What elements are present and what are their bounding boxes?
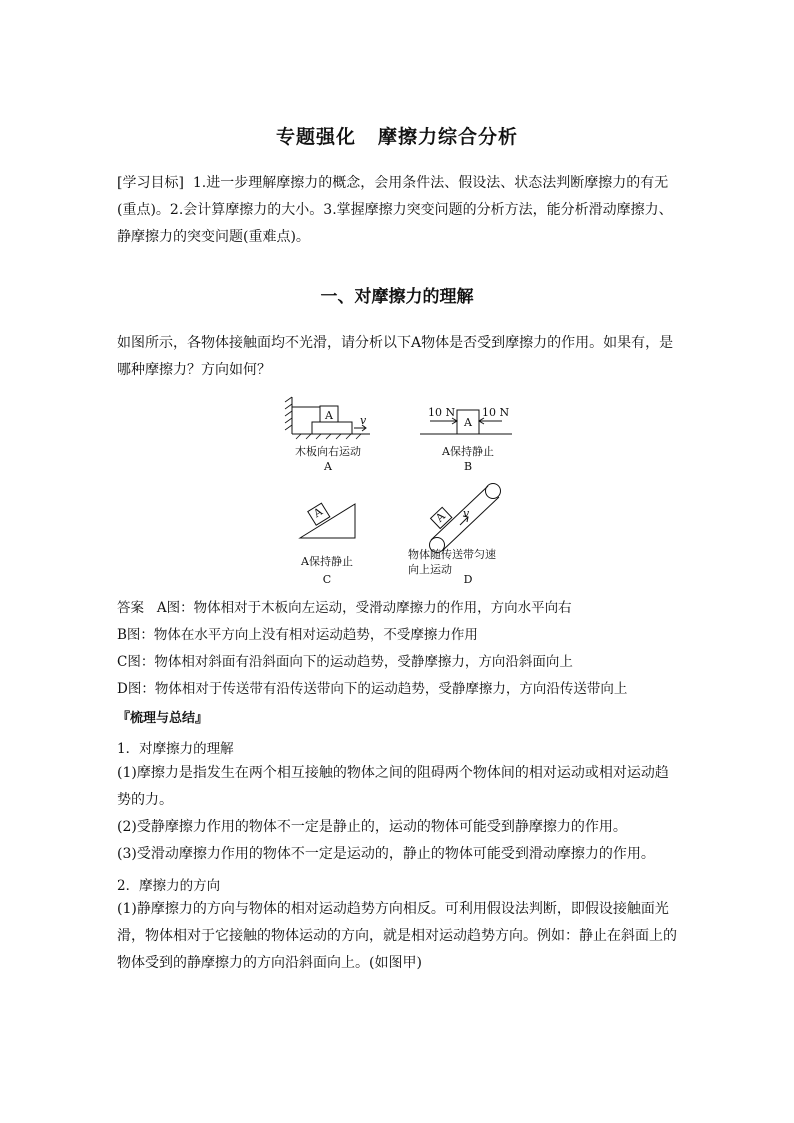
fig-c-letter: C	[322, 573, 332, 586]
fig-b-force-right-label: 10 N	[482, 406, 510, 419]
answer-d: D图：物体相对于传送带有沿传送带向下的运动趋势，受静摩擦力，方向沿传送带向上	[117, 681, 628, 697]
summary-heading: 『梳理与总结』	[117, 711, 209, 726]
summary-p3: (3)受滑动摩擦力作用的物体不一定是运动的，静止的物体可能受到滑动摩擦力的作用。	[117, 846, 655, 862]
fig-c-block-label: A	[311, 504, 325, 521]
fig-d-caption-line-2: 向上运动	[408, 563, 452, 576]
fig-d-top-roller	[486, 484, 501, 499]
fig-c-caption: A保持静止	[301, 555, 353, 568]
fig-a-velocity-label: v	[360, 414, 367, 427]
page-title	[0, 122, 794, 149]
goals-text: 1.进一步理解摩擦力的概念，会用条件法、假设法、状态法判断摩擦力的有无(重点)。2.会计算摩擦力的大小。3.掌握摩擦力突变问题的分析方法，能分析滑动摩擦力、静摩擦力的突变问题(重难点)。	[117, 175, 673, 245]
fig-a-ground-hatch	[296, 434, 361, 439]
summary-p4: (1)静摩擦力的方向与物体的相对运动趋势方向相反。可利用假设法判断，即假设接触面光滑，物体相对于它接触的物体运动的方向，就是相对运动趋势方向。例如：静止在斜面上的物体受到的静摩擦力的方向沿斜面向上。(如图甲)	[117, 901, 677, 971]
answer-b: B图：物体在水平方向上没有相对运动趋势，不受摩擦力作用	[117, 627, 478, 643]
summary-item-2: 2．摩擦力的方向	[117, 878, 221, 894]
fig-d-belt-bottom	[442, 497, 499, 551]
goals-label: [学习目标]	[117, 175, 184, 191]
fig-a-caption: 木板向右运动	[295, 445, 361, 458]
fig-b-block-label: A	[464, 416, 472, 429]
fig-c-incline	[300, 504, 355, 538]
fig-a-wall-hatch	[285, 397, 292, 430]
answer-a-text: A图：物体相对于木板向左运动，受滑动摩擦力的作用，方向水平向右	[156, 600, 572, 616]
question-text: 如图所示，各物体接触面均不光滑，请分析以下A物体是否受到摩擦力的作用。如果有，是哪种摩擦力？方向如何？	[117, 335, 674, 378]
answer-label: 答案	[117, 600, 144, 616]
summary-item-1: 1．对摩擦力的理解	[117, 741, 234, 757]
section-heading: 一、对摩擦力的理解	[320, 287, 474, 307]
friction-figure	[280, 392, 520, 588]
fig-b-letter: B	[463, 460, 473, 473]
fig-d-caption-line-1: 物体随传送带匀速	[408, 548, 496, 561]
learning-goals	[117, 170, 679, 251]
fig-d-velocity-label: v	[463, 507, 470, 520]
fig-d-letter: D	[463, 573, 473, 586]
fig-a-letter: A	[324, 460, 332, 473]
summary-p2: (2)受静摩擦力作用的物体不一定是静止的，运动的物体可能受到静摩擦力的作用。	[117, 819, 627, 835]
title-part-1: 专题强化	[275, 126, 356, 148]
answer-c: C图：物体相对斜面有沿斜面向下的运动趋势，受静摩擦力，方向沿斜面向上	[117, 654, 573, 670]
title-part-2: 摩擦力综合分析	[378, 126, 519, 148]
answer-a	[117, 596, 572, 616]
summary-p1: (1)摩擦力是指发生在两个相互接触的物体之间的阻碍两个物体间的相对运动或相对运动趋势的力。	[117, 765, 669, 808]
fig-b-caption: A保持静止	[442, 445, 494, 458]
fig-d-block-label: A	[433, 509, 448, 525]
fig-a-block-label: A	[325, 409, 333, 422]
fig-a-board	[312, 422, 352, 434]
fig-b-force-left-label: 10 N	[428, 406, 456, 419]
